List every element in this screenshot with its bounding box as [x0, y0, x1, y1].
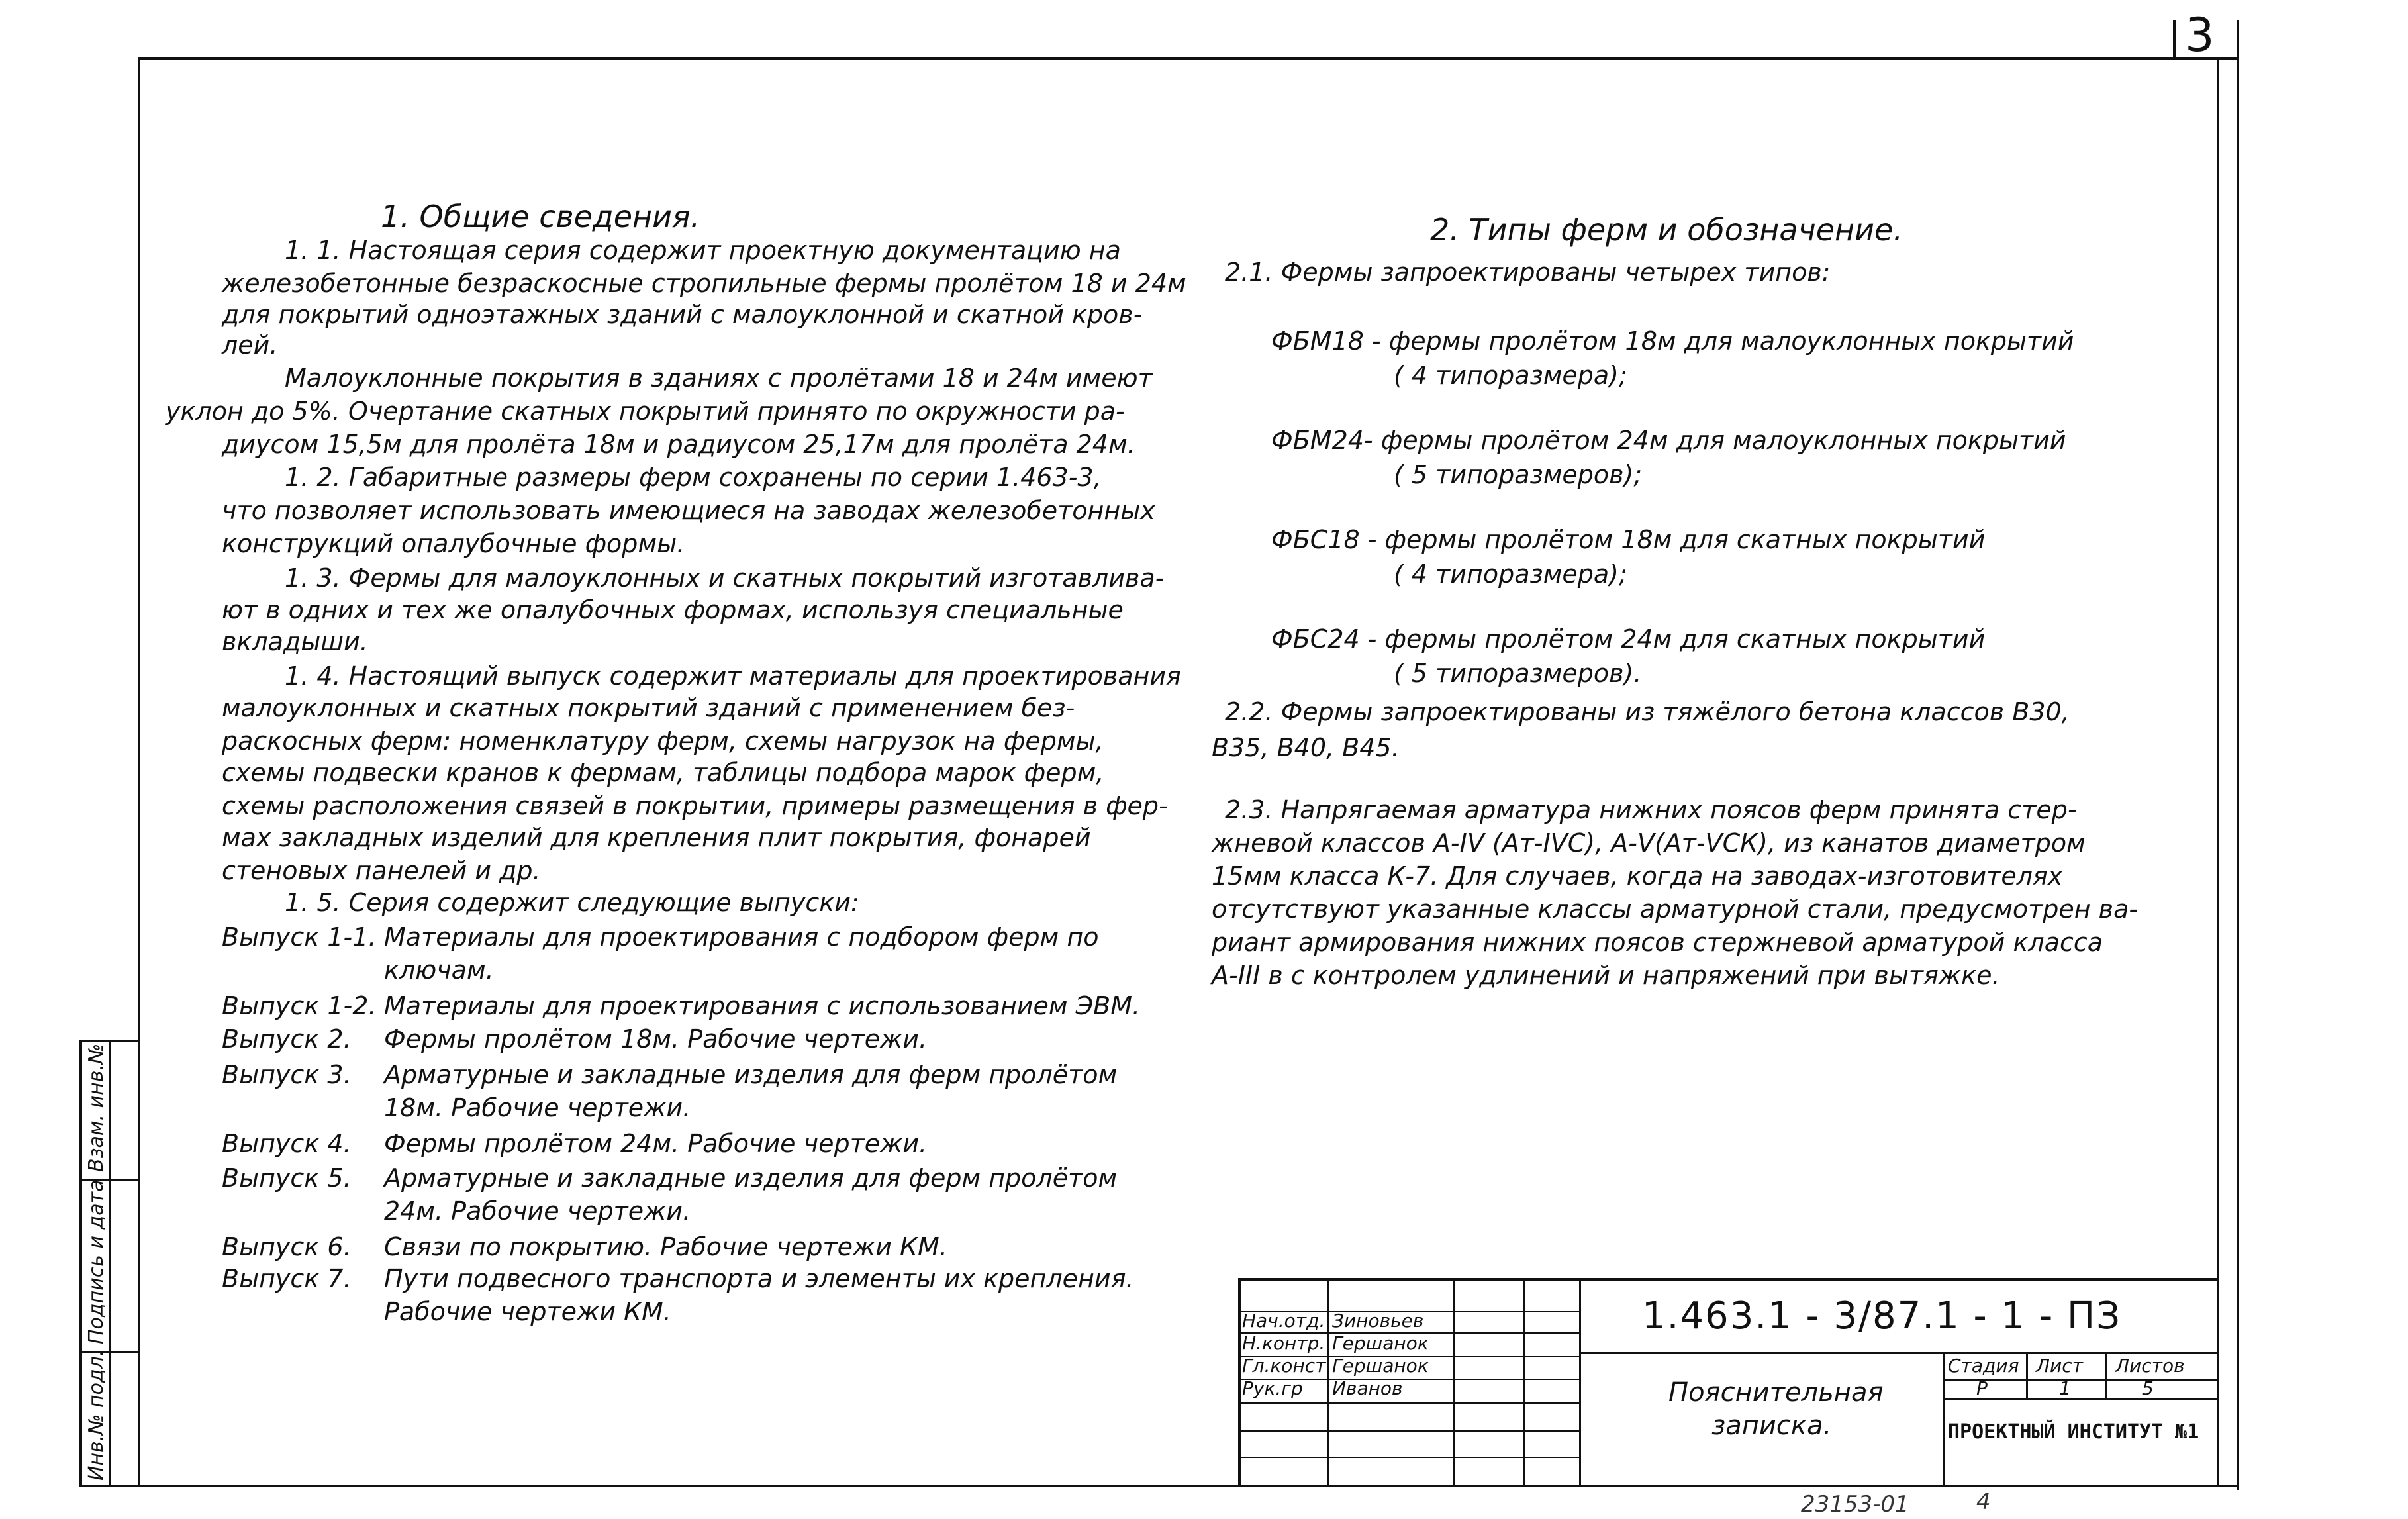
body-line: 1. 3. Фермы для малоуклонных и скатных покрытий изготавлива-: [285, 564, 1165, 593]
side-stamp-left: [79, 1040, 82, 1487]
frame-left-border: [138, 57, 140, 1486]
stamp-row-5: [1238, 1402, 1579, 1404]
truss-type-line: ФБС24 - фермы пролётом 24м для скатных покрытий: [1271, 624, 1986, 654]
body-line: 1. 1. Настоящая серия содержит проектную документацию на: [285, 236, 1121, 265]
sheet-number: 3: [2185, 8, 2215, 62]
para-2-3-line: жневой классов А-IV (Ат-IVС), А-V(Ат-VCК), из канатов диаметром: [1212, 828, 2086, 858]
bottom-code: 23153-01: [1801, 1491, 1909, 1518]
stamp-designation-divider: [1579, 1352, 2218, 1354]
frame-right-outer: [2237, 20, 2239, 1490]
issue-text: Связи по покрытию. Рабочие чертежи КМ.: [384, 1232, 947, 1261]
side-stamp-vzam: Взам. инв.№: [85, 1043, 108, 1172]
stamp-col4: [1579, 1278, 1581, 1486]
frame-bottom-border: [79, 1485, 2237, 1487]
issue-label: Выпуск 3.: [222, 1060, 352, 1089]
body-line: 1. 2. Габаритные размеры ферм сохранены по серии 1.463-3,: [285, 463, 1102, 492]
body-line: конструкций опалубочные формы.: [222, 529, 685, 558]
frame-top-border: [138, 57, 2237, 60]
body-line: 1. 4. Настоящий выпуск содержит материалы для проектирования: [285, 662, 1181, 691]
stamp-designation: 1.463.1 - 3/87.1 - 1 - ПЗ: [1642, 1295, 2121, 1338]
stamp-name: Гершанок: [1332, 1332, 1429, 1354]
truss-type-line: ФБС18 - фермы пролётом 18м для скатных покрытий: [1271, 525, 1986, 554]
issue-label: Выпуск 1-1.: [222, 922, 377, 952]
issue-text: Материалы для проектирования с использованием ЭВМ.: [384, 991, 1141, 1020]
para-2-3-line: риант армирования нижних поясов стержневой арматурой класса: [1212, 928, 2103, 957]
stamp-left: [1238, 1278, 1241, 1486]
body-line: уклон до 5%. Очертание скатных покрытий принято по окружности ра-: [166, 397, 1125, 426]
stamp-doc-title-2: записка.: [1711, 1410, 1832, 1441]
issue-label: Выпуск 4.: [222, 1129, 352, 1158]
truss-type-size: ( 4 типоразмера);: [1394, 560, 1627, 589]
stamp-sheet-value: 1: [2059, 1377, 2071, 1399]
stamp-role: Рук.гр: [1242, 1377, 1303, 1399]
stamp-role: Н.контр.: [1242, 1332, 1325, 1354]
issue-text: 18м. Рабочие чертежи.: [384, 1093, 691, 1122]
issue-label: Выпуск 6.: [222, 1232, 352, 1261]
side-stamp-mid: [109, 1040, 111, 1487]
para-2-3-line: отсутствуют указанные классы арматурной стали, предусмотрен ва-: [1212, 895, 2139, 924]
stamp-organization: ПРОЕКТНЫЙ ИНСТИТУТ №1: [1948, 1420, 2199, 1444]
stamp-col1: [1327, 1278, 1329, 1486]
stamp-col3: [1523, 1278, 1525, 1486]
body-line: схемы расположения связей в покрытии, примеры размещения в фер-: [222, 791, 1168, 820]
truss-type-line: ФБМ24- фермы пролётом 24м для малоуклонных покрытий: [1271, 426, 2066, 455]
side-stamp-inv: Инв.№ подл.: [85, 1349, 108, 1481]
stamp-col2: [1453, 1278, 1455, 1486]
stamp-role: Нач.отд.: [1242, 1310, 1325, 1332]
side-stamp-signature: Подпись и дата: [85, 1179, 108, 1344]
truss-type-line: ФБМ18 - фермы пролётом 18м для малоуклонных покрытий: [1271, 326, 2074, 356]
body-line: диусом 15,5м для пролёта 18м и радиусом 25,17м для пролёта 24м.: [222, 430, 1135, 459]
bottom-code-extra: 4: [1976, 1489, 1991, 1515]
stamp-info-divider: [1943, 1352, 1945, 1486]
truss-type-size: ( 4 типоразмера);: [1394, 361, 1627, 390]
truss-type-size: ( 5 типоразмеров).: [1394, 659, 1642, 688]
stamp-doc-title-1: Пояснительная: [1668, 1377, 1884, 1408]
para-2-2-line: В35, В40, В45.: [1212, 733, 1400, 762]
stamp-stage-label: Стадия: [1948, 1355, 2019, 1377]
issue-text: Арматурные и закладные изделия для ферм пролётом: [384, 1060, 1118, 1089]
frame-right-border: [2217, 57, 2219, 1486]
stamp-row-7: [1238, 1457, 1579, 1458]
stamp-sheet-label: Лист: [2036, 1355, 2083, 1377]
section-2-intro: 2.1. Фермы запроектированы четырех типов:: [1225, 258, 1831, 287]
issue-label: Выпуск 5.: [222, 1163, 352, 1193]
body-line: малоуклонных и скатных покрытий зданий с применением без-: [222, 693, 1075, 722]
body-line: 1. 5. Серия содержит следующие выпуски:: [285, 888, 859, 917]
body-line: схемы подвески кранов к фермам, таблицы подбора марок ферм,: [222, 758, 1104, 787]
stamp-stage-col2: [2105, 1352, 2107, 1398]
stamp-role: Гл.конст.: [1242, 1355, 1332, 1377]
issue-text: Фермы пролётом 24м. Рабочие чертежи.: [384, 1129, 928, 1158]
body-line: раскосных ферм: номенклатуру ферм, схемы нагрузок на фермы,: [222, 726, 1104, 756]
body-line: ют в одних и тех же опалубочных формах, используя специальные: [222, 595, 1124, 624]
sheetno-box-left: [2173, 20, 2176, 58]
body-line: что позволяет использовать имеющиеся на заводах железобетонных: [222, 496, 1155, 525]
body-line: мах закладных изделий для крепления плит покрытия, фонарей: [222, 823, 1091, 852]
para-2-3-line: А-III в с контролем удлинений и напряжений при вытяжке.: [1212, 961, 2000, 990]
body-line: вкладыши.: [222, 627, 368, 656]
stamp-row-6: [1238, 1430, 1579, 1432]
para-2-3-line: 15мм класса К-7. Для случаев, когда на заводах-изготовителях: [1212, 861, 2063, 891]
section-1-heading: 1. Общие сведения.: [381, 199, 700, 234]
issue-text: ключам.: [384, 956, 494, 985]
para-2-3-line: 2.3. Напрягаемая арматура нижних поясов ферм принята стер-: [1225, 795, 2077, 824]
section-2-heading: 2. Типы ферм и обозначение.: [1430, 212, 1903, 248]
truss-type-size: ( 5 типоразмеров);: [1394, 460, 1643, 489]
stamp-sheets-value: 5: [2142, 1377, 2154, 1399]
issue-text: Рабочие чертежи КМ.: [384, 1297, 671, 1326]
issue-text: 24м. Рабочие чертежи.: [384, 1197, 691, 1226]
body-line: для покрытий одноэтажных зданий с малоуклонной и скатной кров-: [222, 300, 1143, 329]
body-line: железобетонные безраскосные стропильные фермы пролётом 18 и 24м: [222, 269, 1186, 298]
stamp-top: [1238, 1278, 2218, 1281]
issue-label: Выпуск 1-2.: [222, 991, 377, 1020]
stamp-sheets-label: Листов: [2115, 1355, 2185, 1377]
body-line: лей.: [222, 330, 278, 360]
body-line: стеновых панелей и др.: [222, 856, 541, 885]
stamp-name: Гершанок: [1332, 1355, 1429, 1377]
issue-text: Материалы для проектирования с подбором ферм по: [384, 922, 1099, 952]
para-2-2-line: 2.2. Фермы запроектированы из тяжёлого бетона классов В30,: [1225, 697, 2070, 726]
stamp-name: Зиновьев: [1332, 1310, 1424, 1332]
stamp-stage-col1: [2026, 1352, 2028, 1398]
issue-label: Выпуск 7.: [222, 1264, 352, 1293]
body-line: Малоуклонные покрытия в зданиях с пролётами 18 и 24м имеют: [285, 364, 1153, 393]
issue-text: Арматурные и закладные изделия для ферм пролётом: [384, 1163, 1118, 1193]
stamp-name: Иванов: [1332, 1377, 1403, 1399]
stamp-stage-value: Р: [1976, 1377, 1988, 1399]
issue-text: Фермы пролётом 18м. Рабочие чертежи.: [384, 1024, 928, 1054]
side-stamp-top: [79, 1040, 140, 1042]
issue-text: Пути подвесного транспорта и элементы их крепления.: [384, 1264, 1134, 1293]
issue-label: Выпуск 2.: [222, 1024, 352, 1054]
